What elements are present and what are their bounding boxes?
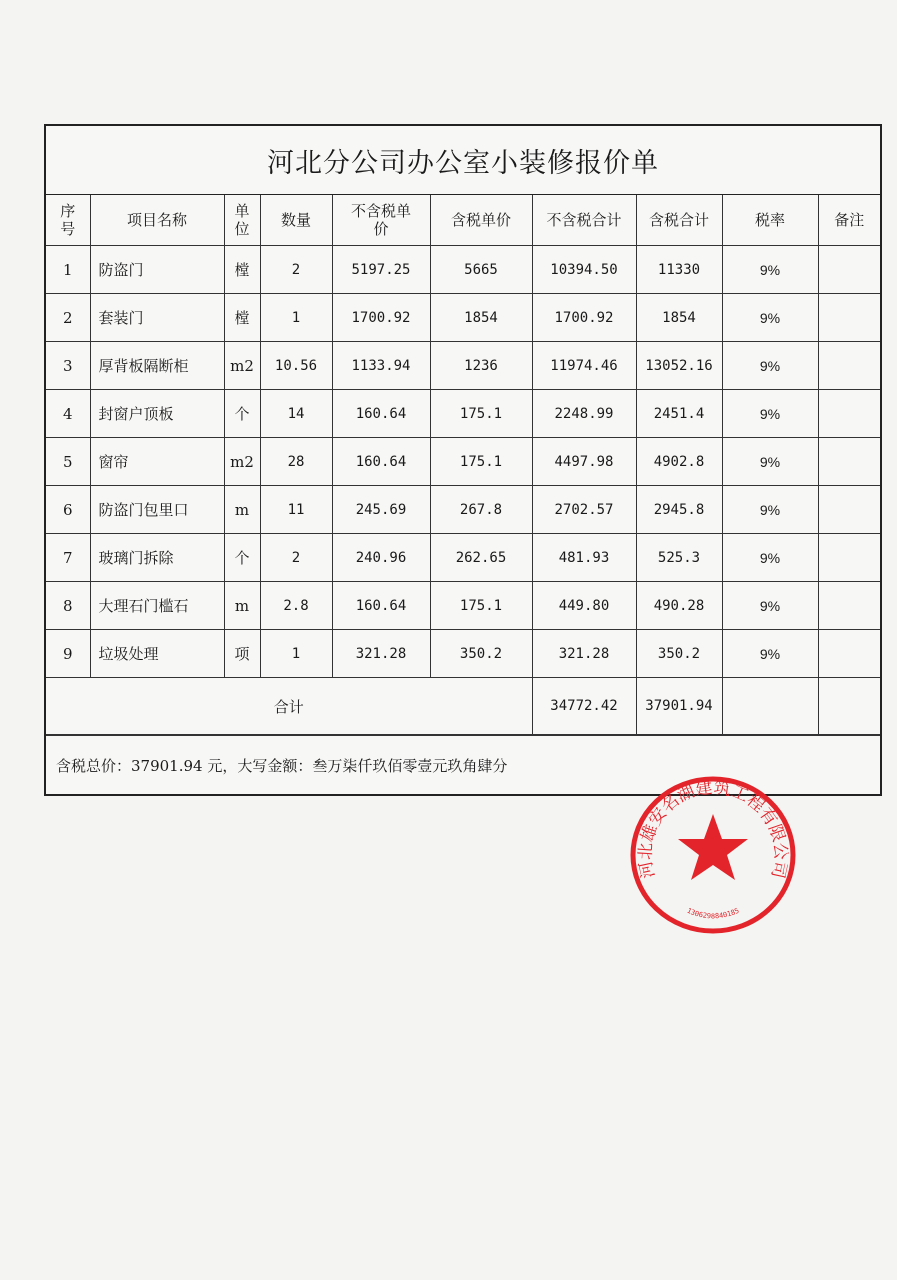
quotation-table <box>46 195 880 735</box>
cell-unit: m <box>224 486 260 534</box>
cell-tax-rate: 9% <box>722 582 818 630</box>
cell-total-excl: 4497.98 <box>532 438 636 486</box>
table-row <box>46 342 880 390</box>
seal-number: 1306298840185 <box>685 906 741 921</box>
cell-unit-price-incl: 175.1 <box>430 390 532 438</box>
cell-tax-rate: 9% <box>722 390 818 438</box>
cell-total-excl: 481.93 <box>532 534 636 582</box>
header-qty: 数量 <box>260 195 332 246</box>
header-unit-price-incl: 含税单价 <box>430 195 532 246</box>
quotation-sheet <box>44 124 882 796</box>
cell-qty: 1 <box>260 630 332 678</box>
cell-unit: m <box>224 582 260 630</box>
cell-total-incl: 13052.16 <box>636 342 722 390</box>
cell-no: 1 <box>46 246 90 294</box>
cell-name: 大理石门槛石 <box>90 582 224 630</box>
cell-unit-price-excl: 240.96 <box>332 534 430 582</box>
cell-unit-price-excl: 5197.25 <box>332 246 430 294</box>
cell-total-excl: 449.80 <box>532 582 636 630</box>
cell-qty: 1 <box>260 294 332 342</box>
cell-name: 厚背板隔断柜 <box>90 342 224 390</box>
total-label: 合计 <box>46 678 532 735</box>
cell-tax-rate: 9% <box>722 246 818 294</box>
header-no: 序 号 <box>46 195 90 246</box>
cell-no: 5 <box>46 438 90 486</box>
cell-unit-price-incl: 262.65 <box>430 534 532 582</box>
cell-unit-price-incl: 1236 <box>430 342 532 390</box>
table-row <box>46 246 880 294</box>
document-title: 河北分公司办公室小装修报价单 <box>46 126 880 195</box>
seal-star-icon <box>678 814 748 880</box>
cell-total-incl: 2451.4 <box>636 390 722 438</box>
cell-qty: 14 <box>260 390 332 438</box>
total-excl: 34772.42 <box>532 678 636 735</box>
table-row <box>46 486 880 534</box>
cell-unit-price-incl: 175.1 <box>430 438 532 486</box>
cell-qty: 11 <box>260 486 332 534</box>
cell-tax-rate: 9% <box>722 534 818 582</box>
cell-remark <box>818 246 880 294</box>
cell-no: 9 <box>46 630 90 678</box>
table-row <box>46 630 880 678</box>
cell-name: 玻璃门拆除 <box>90 534 224 582</box>
cell-total-incl: 350.2 <box>636 630 722 678</box>
header-unit: 单 位 <box>224 195 260 246</box>
cell-tax-rate: 9% <box>722 294 818 342</box>
cell-unit-price-incl: 350.2 <box>430 630 532 678</box>
cell-total-incl: 2945.8 <box>636 486 722 534</box>
cell-unit-price-incl: 267.8 <box>430 486 532 534</box>
table-row <box>46 534 880 582</box>
cell-name: 防盗门 <box>90 246 224 294</box>
table-row <box>46 294 880 342</box>
cell-no: 8 <box>46 582 90 630</box>
cell-qty: 28 <box>260 438 332 486</box>
cell-total-excl: 2248.99 <box>532 390 636 438</box>
cell-unit-price-incl: 175.1 <box>430 582 532 630</box>
cell-total-excl: 2702.57 <box>532 486 636 534</box>
cell-tax-rate: 9% <box>722 438 818 486</box>
cell-unit: 个 <box>224 390 260 438</box>
cell-name: 窗帘 <box>90 438 224 486</box>
cell-remark <box>818 582 880 630</box>
header-total-incl: 含税合计 <box>636 195 722 246</box>
cell-total-incl: 4902.8 <box>636 438 722 486</box>
cell-qty: 2 <box>260 534 332 582</box>
cell-unit-price-excl: 1133.94 <box>332 342 430 390</box>
cell-total-excl: 10394.50 <box>532 246 636 294</box>
cell-name: 防盗门包里口 <box>90 486 224 534</box>
cell-total-excl: 11974.46 <box>532 342 636 390</box>
total-tax-rate-empty <box>722 678 818 735</box>
total-row <box>46 678 880 735</box>
table-row <box>46 438 880 486</box>
cell-unit: 樘 <box>224 246 260 294</box>
cell-total-incl: 490.28 <box>636 582 722 630</box>
header-unit-price-excl: 不含税单 价 <box>332 195 430 246</box>
header-total-excl: 不含税合计 <box>532 195 636 246</box>
cell-tax-rate: 9% <box>722 630 818 678</box>
cell-unit-price-excl: 321.28 <box>332 630 430 678</box>
cell-tax-rate: 9% <box>722 342 818 390</box>
cell-tax-rate: 9% <box>722 486 818 534</box>
cell-no: 2 <box>46 294 90 342</box>
cell-unit-price-incl: 5665 <box>430 246 532 294</box>
total-remark-empty <box>818 678 880 735</box>
cell-qty: 10.56 <box>260 342 332 390</box>
cell-unit-price-excl: 1700.92 <box>332 294 430 342</box>
cell-total-incl: 1854 <box>636 294 722 342</box>
cell-name: 封窗户顶板 <box>90 390 224 438</box>
cell-no: 3 <box>46 342 90 390</box>
cell-remark <box>818 630 880 678</box>
cell-no: 4 <box>46 390 90 438</box>
cell-name: 套装门 <box>90 294 224 342</box>
cell-remark <box>818 534 880 582</box>
cell-unit: m2 <box>224 438 260 486</box>
cell-unit: 项 <box>224 630 260 678</box>
header-tax-rate: 税率 <box>722 195 818 246</box>
cell-qty: 2 <box>260 246 332 294</box>
cell-total-incl: 525.3 <box>636 534 722 582</box>
cell-unit-price-excl: 160.64 <box>332 582 430 630</box>
header-remark: 备注 <box>818 195 880 246</box>
cell-remark <box>818 390 880 438</box>
cell-qty: 2.8 <box>260 582 332 630</box>
cell-unit-price-excl: 160.64 <box>332 438 430 486</box>
cell-remark <box>818 294 880 342</box>
summary-text: 含税总价：37901.94 元，大写金额：叁万柒仟玖佰零壹元玖角肆分 <box>46 735 880 794</box>
cell-no: 6 <box>46 486 90 534</box>
cell-unit: m2 <box>224 342 260 390</box>
cell-no: 7 <box>46 534 90 582</box>
cell-total-excl: 321.28 <box>532 630 636 678</box>
header-name: 项目名称 <box>90 195 224 246</box>
cell-unit-price-excl: 245.69 <box>332 486 430 534</box>
cell-total-incl: 11330 <box>636 246 722 294</box>
cell-remark <box>818 438 880 486</box>
cell-total-excl: 1700.92 <box>532 294 636 342</box>
total-incl: 37901.94 <box>636 678 722 735</box>
cell-unit-price-incl: 1854 <box>430 294 532 342</box>
cell-unit-price-excl: 160.64 <box>332 390 430 438</box>
table-row <box>46 582 880 630</box>
cell-unit: 樘 <box>224 294 260 342</box>
seal-text: 河北雄安名湖建筑工程有限公司 <box>635 777 791 881</box>
cell-remark <box>818 342 880 390</box>
table-header-row <box>46 195 880 246</box>
cell-unit: 个 <box>224 534 260 582</box>
table-row <box>46 390 880 438</box>
cell-name: 垃圾处理 <box>90 630 224 678</box>
cell-remark <box>818 486 880 534</box>
company-seal <box>623 770 803 940</box>
